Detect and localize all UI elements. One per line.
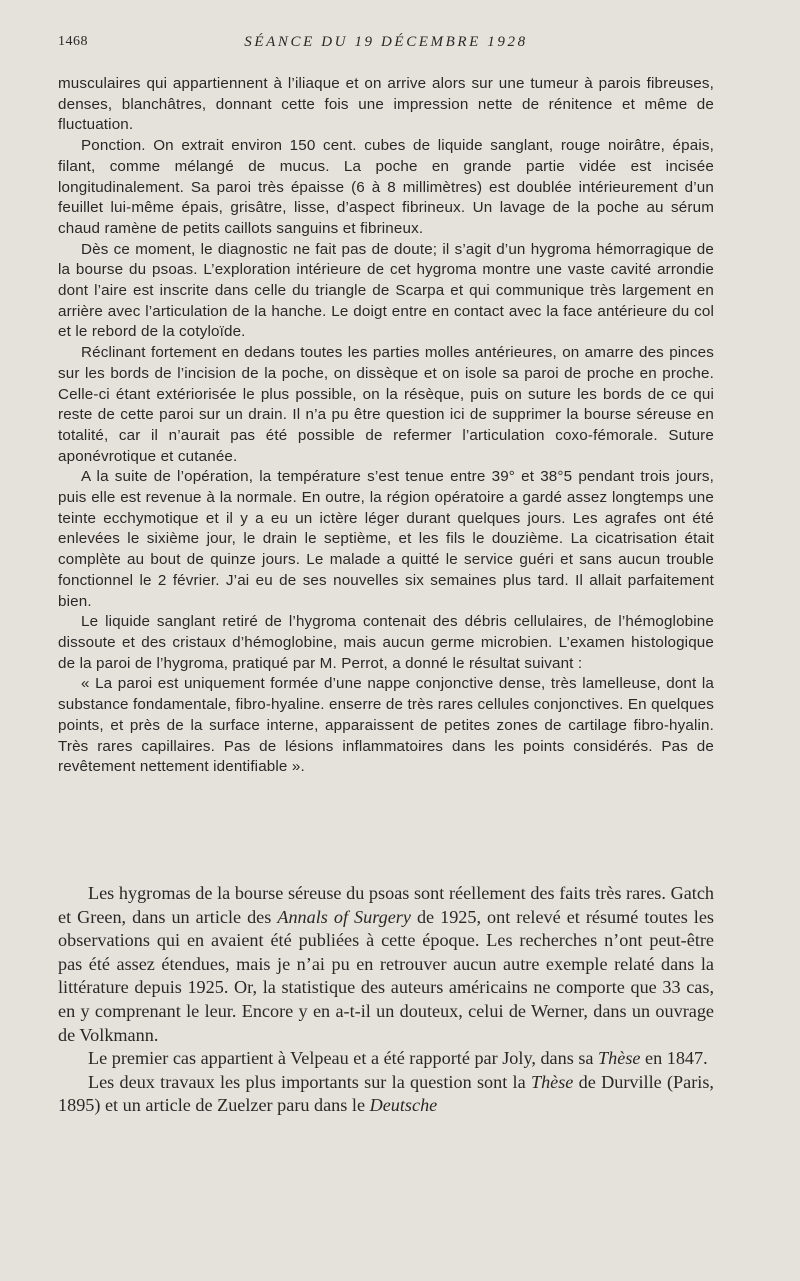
text-span: de Durville (Paris, 1895) et un article de Zuelzer paru dans le	[58, 1071, 714, 1116]
paragraph: A la suite de l’opération, la température s’est tenue entre 39° et 38°5 pendant trois jours, puis elle est revenue à la normale. En outre, la région opératoire a gardé assez longtemps une teinte ecchymotique et il y a eu un ictère léger durant quelques jours. Les agrafes ont été enlevées le sixième jour, le drain le septième, et les fils le douzième. La cicatrisation était complète au bout de quinze jours. Le malade a quitté le service guéri et sans aucun trouble fonctionnel le 2 février. J’ai eu de ses nouvelles six semaines plus tard. Il allait parfaitement bien.	[58, 468, 714, 610]
paragraph: Réclinant fortement en dedans toutes les parties molles antérieures, on amarre des pinces sur les bords de l’incision de la poche, on dissèque et on isole sa paroi de proche en proche. Celle-ci étant extériorisée le plus possible, on la résèque, puis on suture les bords de ce qui reste de cette paroi sur un drain. Il n’a pu être question ici de supprimer la bourse séreuse en totalité, car il n’aurait pas été possible de refermer l’articulation coxo-fémorale. Suture aponévrotique et cutanée.	[58, 344, 714, 465]
paragraph: Dès ce moment, le diagnostic ne fait pas de doute; il s’agit d’un hygroma hémorragique de la bourse du psoas. L’exploration intérieure de cet hygroma montre une vaste cavité arrondie dont l’aire est inscrite dans celle du triangle de Scarpa et qui communique très largement en arrière avec l’articulation de la hanche. Le doigt entre en contact avec la face antérieure du col et le rebord de la cotyloïde.	[58, 240, 714, 341]
paragraph: musculaires qui appartiennent à l’iliaque et on arrive alors sur une tumeur à parois fibreuses, denses, blanchâtres, donnant cette fois une impression nette de rénitence et même de fluctuation.	[58, 75, 714, 134]
text-span: Les hygromas de la bourse séreuse du psoas sont réellement des faits très rares. Gatch et Green, dans un article des	[58, 883, 714, 927]
paragraph: Le liquide sanglant retiré de l’hygroma contenait des débris cellulaires, de l’hémoglobine dissoute et des cristaux d’hémoglobine, mais aucun germe microbien. L’examen histologique de la paroi de l’hygroma, pratiqué par M. Perrot, a donné le résultat suivant :	[58, 613, 714, 672]
discussion-section	[58, 882, 714, 1118]
text-span: de 1925, ont relevé et résumé toutes les observations qui en avaient été publiées à cette époque. Les recherches n’ont peut-être pas été assez étendues, mais je n’ai pu en retrouver aucun autre exemple relaté dans la littérature depuis 1925. Or, la statistique des auteurs américains ne comporte que 33 cas, en y comprenant le leur. Encore y en a-t-il un douteux, celui de Werner, dans un ouvrage de Volkmann.	[58, 906, 715, 1045]
page-number: 1468	[58, 34, 88, 49]
paragraph	[58, 882, 714, 1047]
paragraph	[58, 1071, 714, 1118]
text-span: Le premier cas appartient à Velpeau et a été rapporté par Joly, dans sa	[88, 1048, 599, 1069]
journal-title: Deutsche	[369, 1095, 438, 1116]
italic-term: Thèse	[530, 1071, 574, 1092]
text-span: en 1847.	[640, 1048, 708, 1069]
page-header	[58, 34, 714, 58]
paragraph: Ponction. On extrait environ 150 cent. cubes de liquide sanglant, rouge noirâtre, épais, filant, comme mélangé de mucus. La poche en grande partie vidée est incisée longitudinalement. Sa paroi très épaisse (6 à 8 millimètres) est doublée intérieurement d’un feuillet lui-même épais, grisâtre, lisse, d’aspect fibrineux. Un lavage de la poche au sérum chaud ramène de petits caillots sanguins et fibrineux.	[58, 137, 714, 237]
running-head: SÉANCE DU 19 DÉCEMBRE 1928	[244, 34, 528, 50]
text-span: Les deux travaux les plus importants sur la question sont la	[88, 1071, 531, 1092]
journal-title: Annals of Surgery	[277, 906, 411, 927]
histology-quote-paragraph: « La paroi est uniquement formée d’une nappe conjonctive dense, très lamelleuse, dont la substance fondamentale, fibro-hyaline. enserre de très rares cellules conjonctives. En quelques points, et près de la surface interne, apparaissent de petites zones de cartilage fibro-hyalin. Très rares capillaires. Pas de lésions inflammatoires dans les points considérés. Pas de revêtement nettement identifiable ».	[58, 675, 714, 776]
paragraph	[58, 1047, 714, 1071]
italic-term: Thèse	[598, 1048, 641, 1069]
case-report-section	[58, 74, 714, 778]
